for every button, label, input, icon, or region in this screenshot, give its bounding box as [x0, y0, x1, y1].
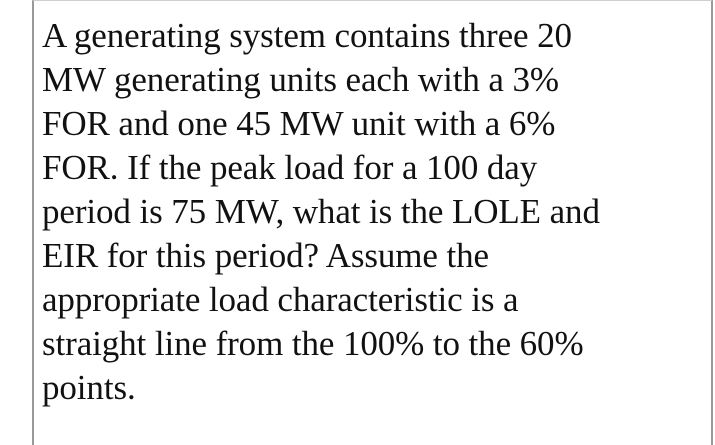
problem-line-3: FOR and one 45 MW unit with a 6%	[42, 104, 556, 143]
problem-statement	[42, 14, 702, 410]
problem-line-9: points.	[42, 368, 136, 407]
problem-line-1: A generating system contains three 20	[42, 16, 572, 55]
problem-line-8: straight line from the 100% to the 60%	[42, 324, 584, 363]
problem-line-7: appropriate load characteristic is a	[42, 280, 519, 319]
problem-line-2: MW generating units each with a 3%	[42, 60, 559, 99]
problem-line-6: EIR for this period? Assume the	[42, 236, 489, 275]
problem-line-4: FOR. If the peak load for a 100 day	[42, 148, 538, 187]
problem-line-5: period is 75 MW, what is the LOLE and	[42, 192, 600, 231]
